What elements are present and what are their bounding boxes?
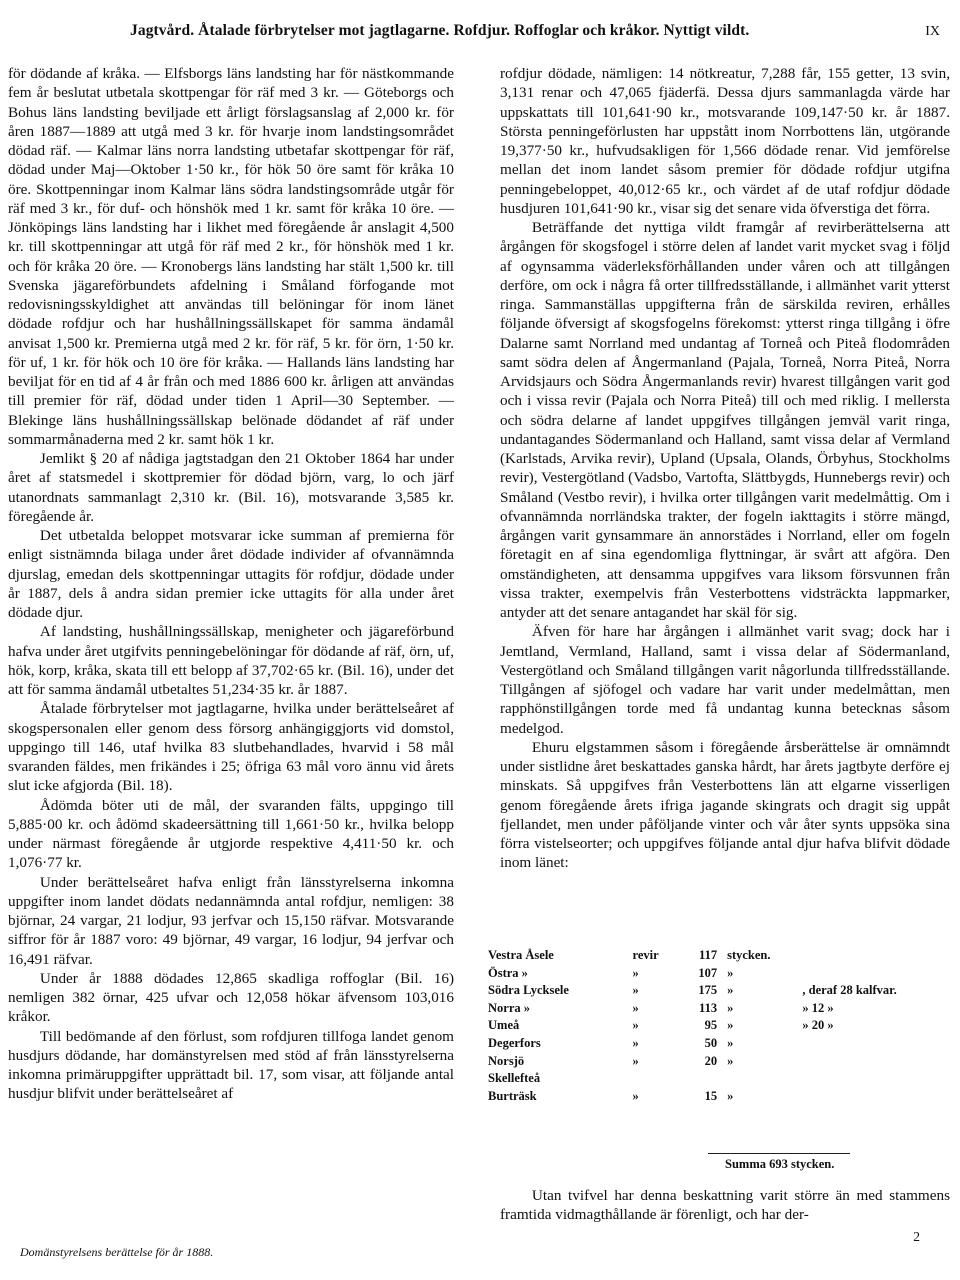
moose-row — [488, 982, 948, 1000]
place-cell: Södra Lycksele — [488, 983, 569, 998]
moose-row — [488, 1017, 948, 1035]
paragraph: Till bedömande af den förlust, som rofdjuren tillfoga landet genom husdjurs dödande, har domänstyrelsen med stöd af från länsstyrelserna inkomna primäruppgifter upprättadt bil. 17, som visar, att följande antal husdjur blifvit under berättelseåret af — [8, 1027, 454, 1103]
moose-row — [488, 947, 948, 965]
page-footer: Domänstyrelsens berättelse för år 1888. — [20, 1245, 214, 1259]
unit-cell: » — [727, 1018, 734, 1033]
moose-row — [488, 965, 948, 983]
moose-row — [488, 1000, 948, 1018]
footer-page-number: 2 — [913, 1229, 920, 1244]
paragraph: Jemlikt § 20 af nådiga jagtstadgan den 21 Oktober 1864 har under året af statsmedel i skottpremier för dödad björn, varg, lo och järf utanordnats sammanlagt 2,310 kr. (Bil. 16), motsvarande 3,585 kr. föregående år. — [8, 450, 454, 525]
revir-cell — [633, 1070, 672, 1088]
count-cell: 95 — [704, 1018, 718, 1033]
revir-cell: revir — [632, 948, 659, 962]
revir-cell: » — [632, 1000, 639, 1015]
moose-row — [488, 1035, 948, 1053]
unit-cell: » — [727, 1000, 734, 1015]
paragraph: för dödande af kråka. — Elfsborgs läns landsting har för nästkommande fem år beslutat utbetala skottpengar för räf med 3 kr. — Göteborgs och Bohus läns landsting beviljade ett årligt förslagsanslag af 2,000 kr. för åren 1887—1889 att utgå med 3 kr. för hvarje inom landstingsområdet dödad räf. — Kalmar läns norra landsting utbetafar skottpengar för räf, dödad under Maj—Oktober 1·50 kr., för hök 50 öre samt för kråka 10 öre. Skottpenningar inom Kalmar läns södra landstingsområde utgår för räf med 3 kr., för duf- och hönshök med 1 kr. samt för kråka 10 öre. — Jönköpings läns landsting har i likhet med föregående år anslagit 4,500 kr. till skottpenningar att utgå för räf med 2 kr., för hönshök med 1 kr. och för kråka 20 öre. — Kronobergs läns landsting har stält 1,500 kr. till Svenska jägareförbundets afdelning i Småland förfogande mot redovisningsskyldighet att användas till belöningar för inom länet dödade rofdjur och har hushållningssällskapet för samma ändamål anvisat 1,500 kr. Premierna utgå med 2 kr. för räf, 5 kr. för örn, 1·50 kr. för uf, 1 kr. för hök och 10 öre för kråka. — Hallands läns landsting har beviljat för en tid af 4 år från och med 1886 600 kr. årligen att användas till premier för räf, dödad under tiden 1 April—30 September. — Blekinge läns hushållningssällskap belönade dödandet af räf under sommarmånaderna med 2 kr. samt hök 1 kr. — [8, 65, 454, 448]
unit-cell: » — [727, 983, 734, 998]
paragraph: Ehuru elgstammen såsom i föregående årsberättelse är omnämndt under sistlidne året beskattades ganska hårdt, har årets jagtbyte derföre ej minskats. Så uppgifves från Vesterbottens län att elgarne visserligen genom föregående årets ifriga jagande skingrats och dragit sig uppåt fjellandet, men under påföljande vinter och vår åter synts uppsöka sina förra vistelseorter; och uppgifves följande antal djur hafva blifvit dödade inom länet: — [500, 738, 950, 872]
paragraph: Af landsting, hushållningssällskap, menigheter och jägareförbund hafva under året utgifvits penningebelöningar för dödande af räf, örn, uf, hök, korp, kråka, skata till ett belopp af 37,702·65 kr. (Bil. 16), under det att för samma ändamål utbetaltes 51,234·35 kr. år 1887. — [8, 623, 454, 698]
place-cell: Degerfors — [488, 1035, 541, 1050]
extra-cell — [802, 947, 948, 965]
count-cell: 113 — [699, 1000, 718, 1015]
extra-cell — [802, 1053, 948, 1071]
header-title: Jagtvård. Åtalade förbrytelser mot jagtlagarne. Rofdjur. Roffoglar och kråkor. Nyttigt vildt. — [130, 22, 750, 39]
place-cell: Norra » — [488, 1000, 530, 1015]
extra-cell: » 20 » — [802, 1018, 834, 1033]
moose-row — [488, 1088, 948, 1106]
paragraph: Äfven för hare har årgången i allmänhet varit svag; dock har i Jemtland, Vermland, Halland, samt i vissa delar af Södermanland, Vestergötland och Småland tillgången varit någorlunda tillfredsställande. Tillgången af sjöfogel och vadare har varit under medelmåttan, men rapphönstillgången torde med få undantag kunna betecknas såsom medelgod. — [500, 623, 950, 737]
paragraph: Åtalade förbrytelser mot jagtlagarne, hvilka under berättelseåret af skogspersonalen eller genom dess försorg anhängiggjorts vid domstol, uppgingo till 146, utaf hvilka 83 slutbehandlades, hvarvid i 58 mål svaranden fäldes, men frikändes i 25; öfriga 63 mål voro ännu vid årets slut icke afgjorda (Bil. 18). — [8, 700, 454, 795]
revir-cell: » — [632, 965, 639, 980]
extra-cell — [802, 1088, 948, 1106]
count-cell: 117 — [699, 948, 718, 962]
unit-cell: » — [727, 1053, 734, 1068]
unit-cell: » — [727, 965, 734, 980]
extra-cell — [802, 1035, 948, 1053]
right-column — [500, 64, 950, 873]
count-cell: 50 — [704, 1035, 718, 1050]
closing-paragraph-block — [500, 1186, 950, 1225]
extra-cell: , deraf 28 kalfvar. — [802, 983, 897, 998]
running-header — [0, 22, 960, 52]
revir-cell: » — [632, 1035, 639, 1050]
paragraph: Ådömda böter uti de mål, der svaranden fälts, uppgingo till 5,885·00 kr. och ådömd skadeersättning till 1,661·50 kr., hvilka belopp under närmast föregående år utgjorde respektive 4,411·50 kr. och 1,076·77 kr. — [8, 796, 454, 872]
paragraph: Under år 1888 dödades 12,865 skadliga roffoglar (Bil. 16) nemligen 382 örnar, 425 ufvar och 12,058 hökar äfvensom 103,016 kråkor. — [8, 969, 454, 1026]
paragraph: Utan tvifvel har denna beskattning varit större än med stammens framtida vidmagthållande är förenligt, och har der- — [500, 1187, 950, 1224]
moose-count-table — [488, 947, 948, 1105]
place-cell: Burträsk — [488, 1088, 537, 1103]
moose-sum: Summa 693 stycken. — [725, 1157, 835, 1171]
paragraph: Under berättelseåret hafva enligt från länsstyrelserna inkomna uppgifter inom landet dödats nedannämnda antal rofdjur, nemligen: 38 björnar, 24 vargar, 21 lodjur, 93 jerfvar och 15,150 räfvar. Motsvarande siffror för år 1887 voro: 49 björnar, 49 vargar, 16 lodjur, 94 jerfvar och 16,491 räfvar. — [8, 873, 454, 968]
count-cell: 20 — [704, 1053, 718, 1068]
count-cell: 107 — [698, 965, 718, 980]
left-column — [8, 64, 454, 1104]
sum-divider — [708, 1153, 850, 1154]
unit-cell: » — [727, 1035, 734, 1050]
paragraph: rofdjur dödade, nämligen: 14 nötkreatur, 7,288 får, 155 getter, 13 svin, 3,131 renar och 47,065 fjäderfä. Dessa djurs sammanlagda värde har uppskattats till 101,641·90 kr., motsvarande 109,147·50 kr. år 1887. Största penningeförlusten har uppstått inom Norrbottens län, utgörande 19,377·50 kr., hufvudsakligen för 1,566 dödade renar. Vid jemförelse mellan det inom landet såsom premier för dödade rofdjur utgifna penningebeloppet, 40,012·65 kr., och värdet af de utaf rofdjur dödade husdjuren 101,641·90 kr., visar sig det senare vida öfverstiga det förra. — [500, 65, 950, 217]
moose-count-list — [488, 947, 948, 1105]
paragraph: Beträffande det nyttiga vildt framgår af revirberättelserna att årgången för skogsfogel i större delen af landet varit mycket svag i följd af ogynsamma väderleksförhållanden under våren och att tillgången derföre, om ock i några få orter tillfredsställande, i allmänhet varit ytterst ringa. Sammanställas uppgifterna från de särskilda reviren, erhålles följande öfversigt af skogsfogelns förekomst: ytterst ringa tillgång i öfre Dalarne samt Norrland med undantag af Torneå och Piteå flodområden samt södra delen af Ångermanland (Pajala, Torneå, Norra Piteå, Norra Arvidsjaurs och Södra Ångermanlands revir) hvarest tillgången varit god och i vissa revir (Pajala och Norra Piteå) till och med riklig. I mellersta och södra delarne af landet uppgifves tillgången jemväl varit ringa, undantagandes Södermanland och Halland, samt vissa delar af Vermland (Karlstads, Arvika revir), Upland (Upsala, Olands, Örbyhus, Stockholms revir), Vestergötland (Vadsbo, Vartofta, Slättbygds, Hunnebergs revir) och Småland (Vestbo revir), i hvilka orter tillgången varit medelmåttig. Om i ofvannämnda norrländska trakter, der fogeln iakttagits i större mängd, årgången varit gynsammare än annorstädes i Norrland, eller om fogeln företagit en af sina egendomliga flyttningar, är svårt att afgöra. Den omständigheten, att densamma uppgifves vara liksom försvunnen från vissa trakter, exempelvis från Vesterbottens vidsträckta lappmarker, antyder att det senare antagandet har skäl för sig. — [500, 219, 950, 621]
extra-cell — [802, 965, 948, 983]
place-cell: Skellefteå — [488, 1071, 541, 1086]
extra-cell — [802, 1070, 948, 1088]
count-cell: 175 — [698, 983, 718, 998]
revir-cell: » — [632, 1018, 639, 1033]
unit-cell — [727, 1070, 802, 1088]
header-page-number: IX — [925, 24, 940, 39]
place-cell: Östra » — [488, 965, 528, 980]
moose-row — [488, 1070, 948, 1088]
revir-cell: » — [632, 1053, 639, 1068]
revir-cell: » — [632, 1088, 639, 1103]
place-cell: Umeå — [488, 1018, 520, 1033]
count-cell — [671, 1070, 727, 1088]
revir-cell: » — [632, 983, 639, 998]
place-cell: Vestra Åsele — [488, 948, 554, 962]
moose-row — [488, 1053, 948, 1071]
extra-cell: » 12 » — [802, 1000, 834, 1015]
unit-cell: stycken. — [727, 948, 771, 962]
unit-cell: » — [727, 1088, 734, 1103]
place-cell: Norsjö — [488, 1053, 525, 1068]
paragraph: Det utbetalda beloppet motsvarar icke summan af premierna för enligt sistnämnda bilaga under året dödade individer af ofvannämnda djurslag, emedan dels skottpenningar uttagits för rofdjur, dödade under år 1887, dels å andra sidan premier icke uttagits för alla under året dödade djur. — [8, 527, 454, 621]
count-cell: 15 — [704, 1088, 718, 1103]
